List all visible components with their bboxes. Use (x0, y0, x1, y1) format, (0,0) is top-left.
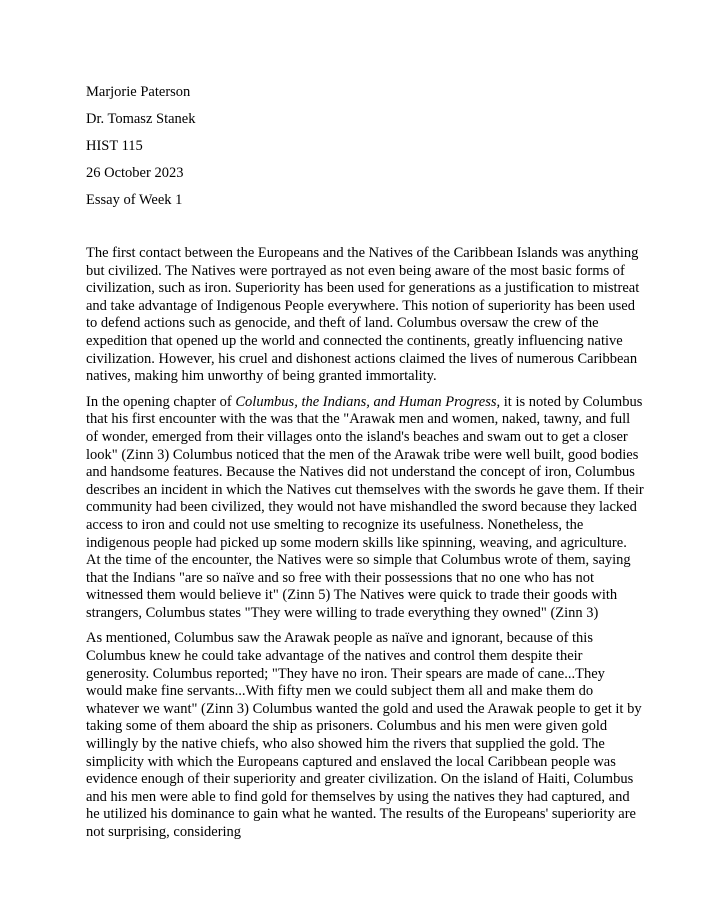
essay-header (86, 84, 646, 219)
paragraph-3: As mentioned, Columbus saw the Arawak people as naïve and ignorant, because of this Columbus knew he could take advantage of the natives and control them despite their generosity. Columbus reported; "They have no iron. Their spears are made of cane...They would make fine servants...With fifty men we could subject them all and make them do whatever we want" (Zinn 3) Columbus wanted the gold and used the Arawak people to get it by taking some of them aboard the ship as prisoners. Columbus and his men were given gold willingly by the native chiefs, who also showed him the rivers that supplied the gold. The simplicity with which the Europeans captured and enslaved the local Caribbean people was evidence enough of their superiority and greater civilization. On the island of Haiti, Columbus and his men were able to find gold for themselves by using the natives they had captured, and he utilized his dominance to gain what he wanted. The results of the Europeans' superiority are not surprising, considering (86, 630, 642, 840)
paragraph-2-intro: In the opening chapter of (86, 393, 236, 410)
book-title: Columbus, the Indians, and Human Progress (235, 393, 497, 410)
paragraph-2 (86, 394, 644, 623)
course-code: HIST 115 (86, 138, 143, 154)
instructor-name: Dr. Tomasz Stanek (86, 111, 196, 127)
essay-title: Essay of Week 1 (86, 192, 183, 208)
paragraph-2-text: , it is noted by Columbus that his first encounter with the was that the "Arawak men and women, naked, tawny, and full of wonder, emerged from their villages onto the island's beaches and swam out to get a closer look" (Zinn 3) Columbus noticed that the men of the Arawak tribe were well built, good bodies and handsome features. Because the Natives did not understand the concept of iron, Columbus describes an incident in which the Natives cut themselves with the swords he gave them. If their community had been civilized, they would not have mishandled the sword because they lacked access to iron and could not use smelting to recognize its usefulness. Nonetheless, the indigenous people had picked up some modern skills like spinning, weaving, and agriculture. At the time of the encounter, the Natives were so simple that Columbus wrote of them, saying that the Indians "are so naïve and so free with their possessions that no one who has not witnessed them would believe it" (Zinn 5) The Natives were quick to trade their goods with strangers, Columbus states "They were willing to trade everything they owned" (Zinn 3) (86, 393, 644, 621)
paragraph-1: The first contact between the Europeans and the Natives of the Caribbean Islands was anything but civilized. The Natives were portrayed as not even being aware of the most basic forms of civilization, such as iron. Superiority has been used for generations as a justification to mistreat and take advantage of Indigenous People everywhere. This notion of superiority has been used to defend actions such as genocide, and theft of land. Columbus oversaw the crew of the expedition that opened up the world and connected the continents, greatly influencing native civilization. However, his cruel and dishonest actions claimed the lives of numerous Caribbean natives, making him unworthy of being granted immortality. (86, 245, 640, 385)
essay-date: 26 October 2023 (86, 165, 184, 181)
student-name: Marjorie Paterson (86, 84, 191, 100)
essay-body (86, 245, 644, 850)
